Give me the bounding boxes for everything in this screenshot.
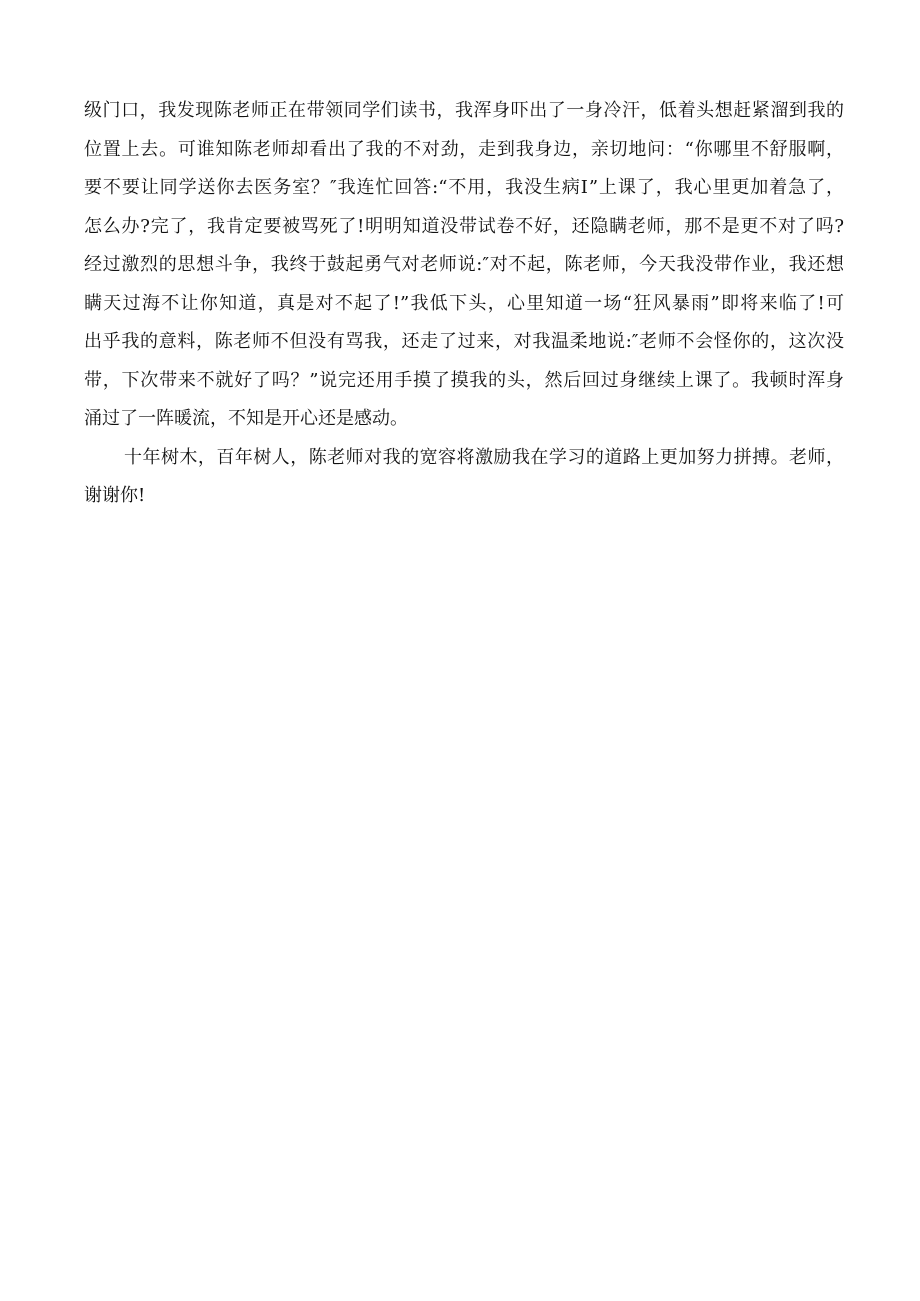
text-line: 怎么办?完了，我肯定要被骂死了!明明知道没带试卷不好，还隐瞒老师，那不是更不对了吗? <box>84 215 844 237</box>
text-line: 经过激烈的思想斗争，我终于鼓起勇气对老师说:″对不起，陈老师，今天我没带作业，我还想 <box>84 254 844 275</box>
paragraph <box>84 92 844 439</box>
text-line: 涌过了一阵暖流，不知是开心还是感动。 <box>84 408 408 429</box>
text-line: 出乎我的意料，陈老师不但没有骂我，还走了过来，对我温柔地说:″老师不会怪你的，这次没 <box>84 331 844 352</box>
text-line: 瞒天过海不让你知道，真是对不起了!”我低下头，心里知道一场“狂风暴雨”即将来临了!可 <box>84 292 844 314</box>
paragraph <box>84 439 844 516</box>
text-line: 十年树木，百年树人，陈老师对我的宽容将激励我在学习的道路上更加努力拼搏。老师， <box>124 446 844 468</box>
text-line: 要不要让同学送你去医务室？″我连忙回答:“不用，我没生病Ⅰ”上课了，我心里更加着急了， <box>84 177 844 198</box>
text-line: 谢谢你! <box>84 485 146 506</box>
text-line: 位置上去。可谁知陈老师却看出了我的不对劲，走到我身边，亲切地问：“你哪里不舒服啊， <box>84 138 844 160</box>
document-body <box>84 92 844 516</box>
text-line: 级门口，我发现陈老师正在带领同学们读书，我浑身吓出了一身冷汗，低着头想赶紧溜到我的 <box>84 100 844 121</box>
text-line: 带，下次带来不就好了吗？”说完还用手摸了摸我的头，然后回过身继续上课了。我顿时浑身 <box>84 369 844 391</box>
